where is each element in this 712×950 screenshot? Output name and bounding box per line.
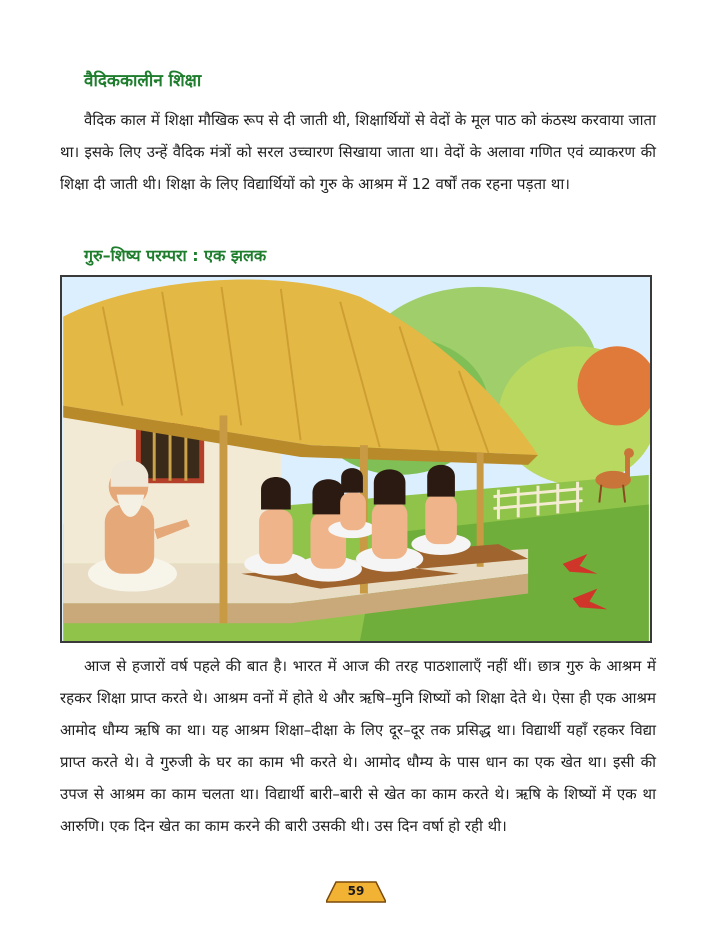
story-paragraph <box>60 650 656 842</box>
page-number-badge <box>326 880 386 904</box>
guru-shishya-illustration <box>60 275 652 643</box>
section-heading: वैदिककालीन शिक्षा <box>84 71 202 91</box>
ashram-scene <box>62 277 650 641</box>
section-paragraph-text: वैदिक काल में शिक्षा मौखिक रूप से दी जाती थी, शिक्षार्थियों से वेदों के मूल पाठ को कंठस्थ करवाया जाता था। इसके लिए उन्हें वैदिक मंत्रों को सरल उच्चारण सिखाया जाता था। वेदों के अलावा गणित एवं व्याकरण की शिक्षा दी जाती थी। शिक्षा के लिए विद्यार्थियों को गुरु के आश्रम में 12 वर्षों तक रहना पड़ता था। <box>60 111 656 193</box>
page-number: 59 <box>347 884 365 898</box>
section-paragraph <box>60 104 656 200</box>
subsection-heading: गुरु–शिष्य परम्परा : एक झलक <box>84 246 267 265</box>
bamboo-pole <box>220 415 228 623</box>
story-paragraph-text: आज से हजारों वर्ष पहले की बात है। भारत में आज की तरह पाठशालाएँ नहीं थीं। छात्र गुरु के आश्रम में रहकर शिक्षा प्राप्त करते थे। आश्रम वनों में होते थे और ऋषि–मुनि शिष्यों को शिक्षा देते थे। ऐसा ही एक आश्रम आमोद धौम्य ऋषि का था। यह आश्रम शिक्षा–दीक्षा के लिए दूर–दूर तक प्रसिद्ध था। विद्यार्थी यहाँ रहकर विद्या प्राप्त करते थे। वे गुरुजी के घर का काम भी करते थे। आमोद धौम्य के पास धान का एक खेत था। इसी की उपज से आश्रम का काम चलता था। विद्यार्थी बारी–बारी से खेत का काम करते थे। ऋषि के शिष्यों में एक था आरुणि। एक दिन खेत का काम करने की बारी उसकी थी। उस दिन वर्षा हो रही थी। <box>60 657 657 835</box>
